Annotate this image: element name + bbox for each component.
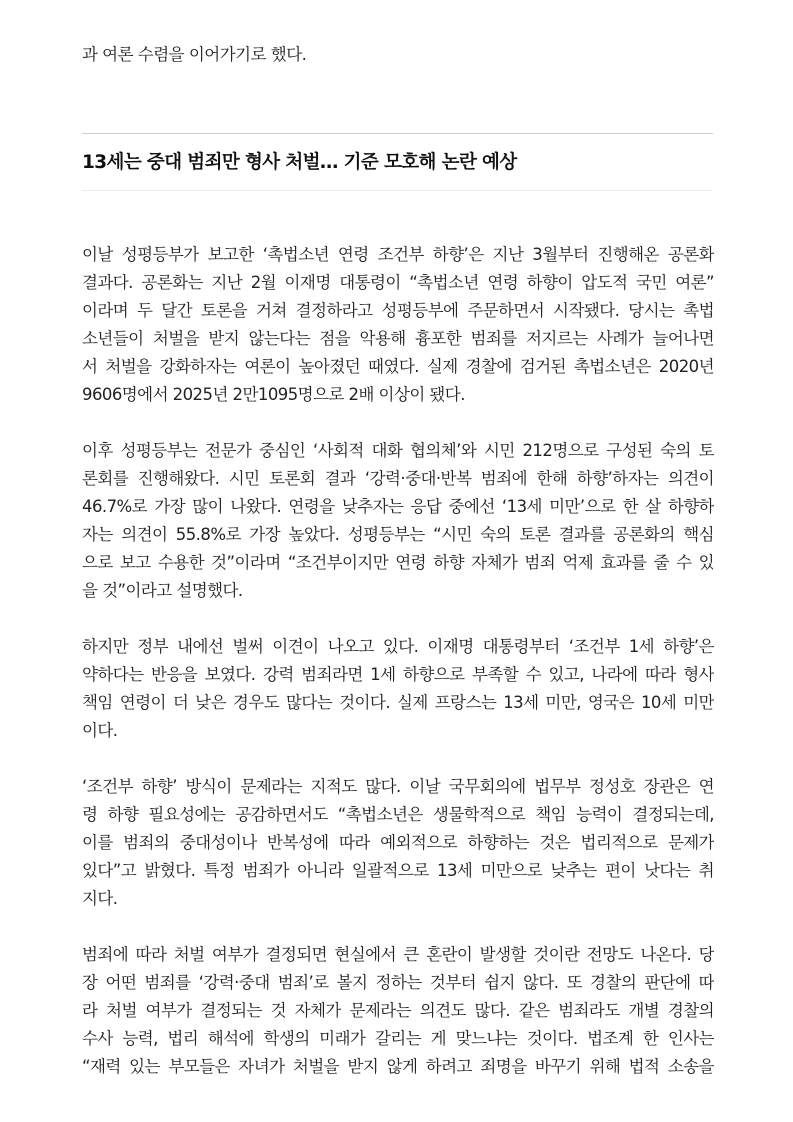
paragraph-3 xyxy=(82,633,714,745)
paragraph-line: 9606명에서 2025년 2만1095명으로 2배 이상이 됐다. xyxy=(82,385,465,404)
paragraph-line: 약하다는 반응을 보였다. 강력 범죄라면 1세 하향으로 부족할 수 있고, 나라에 따라 형사 xyxy=(82,665,714,684)
paragraph-line: 지다. xyxy=(82,889,118,908)
paragraph-line: 수사 능력, 법리 해석에 학생의 미래가 갈리는 게 맞느냐는 것이다. 법조계 한 인사는 xyxy=(82,1029,714,1048)
paragraph-4 xyxy=(82,773,714,913)
lead-text-fragment: 과 여론 수렴을 이어가기로 했다. xyxy=(82,45,307,64)
paragraph-5 xyxy=(82,941,714,1081)
paragraph-line: 이후 성평등부는 전문가 중심인 ‘사회적 대화 협의체’와 시민 212명으로 구성된 숙의 토 xyxy=(82,441,714,460)
paragraph-line: 령 하향 필요성에는 공감하면서도 “촉법소년은 생물학적으로 책임 능력이 결정되는데, xyxy=(82,805,714,824)
paragraph-line: 46.7%로 가장 많이 나왔다. 연령을 낮추자는 응답 중에선 ‘13세 미만’으로 한 살 하향하 xyxy=(82,497,714,516)
paragraph-line: 론회를 진행해왔다. 시민 토론회 결과 ‘강력·중대·반복 범죄에 한해 하향’하자는 의견이 xyxy=(82,469,714,488)
paragraph-line: 책임 연령이 더 낮은 경우도 많다는 것이다. 실제 프랑스는 13세 미만, 영국은 10세 미만 xyxy=(82,693,714,712)
paragraph-line: 이다. xyxy=(82,721,118,740)
subheading-section xyxy=(82,133,713,191)
paragraph-line: 으로 보고 수용한 것”이라며 “조건부이지만 연령 하향 자체가 범죄 억제 효과를 줄 수 있 xyxy=(82,553,714,572)
paragraph-line: 을 것”이라고 설명했다. xyxy=(82,581,243,600)
paragraph-line: 자는 의견이 55.8%로 가장 높았다. 성평등부는 “시민 숙의 토론 결과를 공론화의 핵심 xyxy=(82,525,714,544)
paragraph-line: 장 어떤 범죄를 ‘강력·중대 범죄’로 볼지 정하는 것부터 쉽지 않다. 또 경찰의 판단에 따 xyxy=(82,973,714,992)
paragraph-line: 서 처벌을 강화하자는 여론이 높아졌던 때였다. 실제 경찰에 검거된 촉법소년은 2020년 xyxy=(82,357,714,376)
paragraph-line: 이날 성평등부가 보고한 ‘촉법소년 연령 조건부 하향’은 지난 3월부터 진행해온 공론화 xyxy=(82,245,714,264)
paragraph-2 xyxy=(82,437,714,605)
paragraph-line: 소년들이 처벌을 받지 않는다는 점을 악용해 흉포한 범죄를 저지르는 사례가 늘어나면 xyxy=(82,329,714,348)
paragraph-line: 이라며 두 달간 토론을 거쳐 결정하라고 성평등부에 주문하면서 시작됐다. 당시는 촉법 xyxy=(82,301,714,320)
paragraph-1 xyxy=(82,241,714,409)
paragraph-line: 라 처벌 여부가 결정되는 것 자체가 문제라는 의견도 많다. 같은 범죄라도 개별 경찰의 xyxy=(82,1001,714,1020)
paragraph-line: 있다”고 밝혔다. 특정 범죄가 아니라 일괄적으로 13세 미만으로 낮추는 편이 낫다는 취 xyxy=(82,861,714,880)
paragraph-line: 하지만 정부 내에선 벌써 이견이 나오고 있다. 이재명 대통령부터 ‘조건부 1세 하향’은 xyxy=(82,637,714,656)
paragraph-line: 이를 범죄의 중대성이나 반복성에 따라 예외적으로 하향하는 것은 법리적으로 문제가 xyxy=(82,833,714,852)
subheading: 13세는 중대 범죄만 형사 처벌… 기준 모호해 논란 예상 xyxy=(82,152,517,173)
paragraph-line: “재력 있는 부모들은 자녀가 처벌을 받지 않게 하려고 죄명을 바꾸기 위해 법적 소송을 xyxy=(82,1057,714,1076)
paragraph-line: 결과다. 공론화는 지난 2월 이재명 대통령이 “촉법소년 연령 하향이 압도적 국민 여론” xyxy=(82,273,714,292)
paragraph-line: ‘조건부 하향’ 방식이 문제라는 지적도 많다. 이날 국무회의에 법무부 정성호 장관은 연 xyxy=(82,777,714,796)
paragraph-line: 범죄에 따라 처벌 여부가 결정되면 현실에서 큰 혼란이 발생할 것이란 전망도 나온다. 당 xyxy=(82,945,714,964)
